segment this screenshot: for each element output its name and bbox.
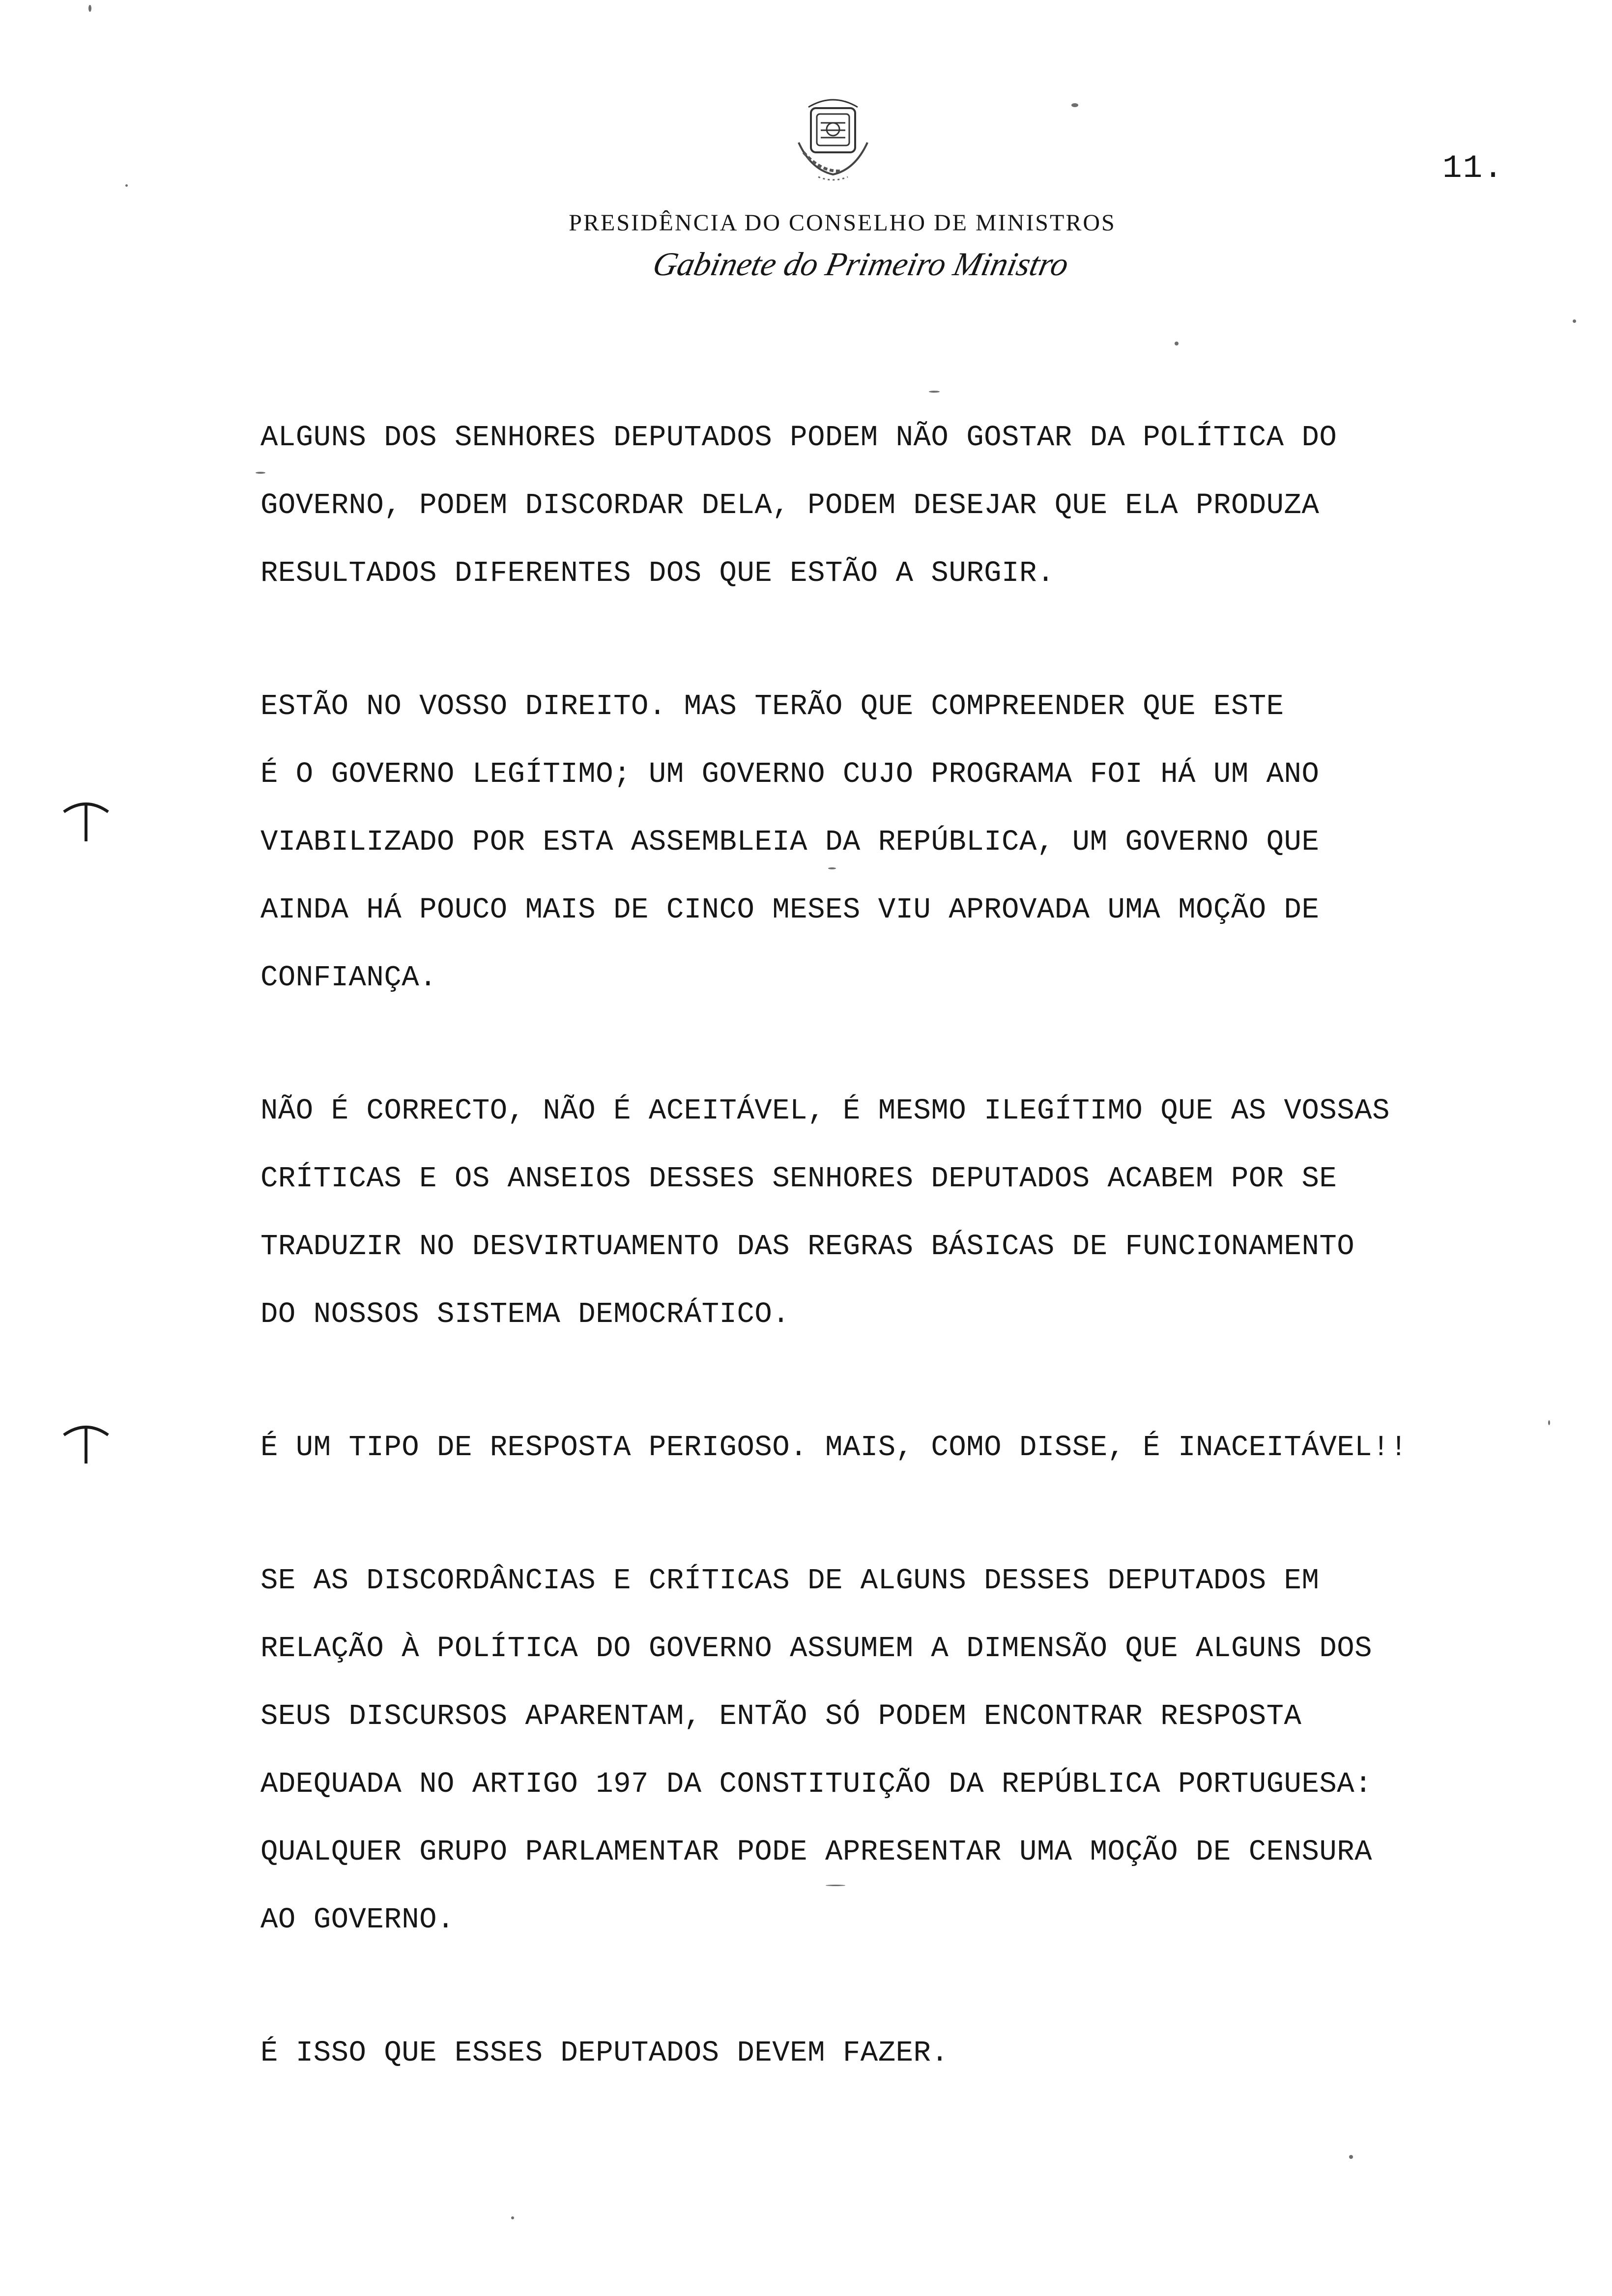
text-line: É ISSO QUE ESSES DEPUTADOS DEVEM FAZER. xyxy=(260,2037,949,2069)
scan-speck xyxy=(1071,103,1078,107)
scan-speck xyxy=(929,391,940,393)
margin-mark-icon xyxy=(59,792,113,846)
paragraph-4 xyxy=(260,1414,1563,1482)
scan-speck xyxy=(1548,1420,1550,1425)
text-line: SEUS DISCURSOS APARENTAM, ENTÃO SÓ PODEM ENCONTRAR RESPOSTA xyxy=(260,1700,1302,1733)
text-line: CONFIANÇA. xyxy=(260,961,437,994)
paragraph-3 xyxy=(260,1077,1563,1349)
scan-speck xyxy=(828,867,836,869)
paragraph-2 xyxy=(260,673,1563,1012)
text-line: DO NOSSOS SISTEMA DEMOCRÁTICO. xyxy=(260,1298,790,1331)
letterhead-title: PRESIDÊNCIA DO CONSELHO DE MINISTROS xyxy=(569,210,1116,236)
page-number: 11. xyxy=(1442,150,1504,187)
text-line: É UM TIPO DE RESPOSTA PERIGOSO. MAIS, COMO DISSE, É INACEITÁVEL!! xyxy=(260,1431,1408,1464)
scan-speck xyxy=(826,1885,845,1886)
text-line: CRÍTICAS E OS ANSEIOS DESSES SENHORES DEPUTADOS ACABEM POR SE xyxy=(260,1162,1337,1195)
text-line: ESTÃO NO VOSSO DIREITO. MAS TERÃO QUE COMPREENDER QUE ESTE xyxy=(260,690,1284,723)
text-line: AINDA HÁ POUCO MAIS DE CINCO MESES VIU APROVADA UMA MOÇÃO DE xyxy=(260,893,1320,926)
text-line: QUALQUER GRUPO PARLAMENTAR PODE APRESENTAR UMA MOÇÃO DE CENSURA xyxy=(260,1836,1373,1868)
scan-speck xyxy=(1175,342,1179,345)
body-text xyxy=(260,404,1563,2152)
text-line: É O GOVERNO LEGÍTIMO; UM GOVERNO CUJO PROGRAMA FOI HÁ UM ANO xyxy=(260,758,1320,791)
scan-speck xyxy=(256,472,265,474)
text-line: SE AS DISCORDÂNCIAS E CRÍTICAS DE ALGUNS DESSES DEPUTADOS EM xyxy=(260,1564,1320,1597)
text-line: VIABILIZADO POR ESTA ASSEMBLEIA DA REPÚBLICA, UM GOVERNO QUE xyxy=(260,826,1320,859)
text-line: NÃO É CORRECTO, NÃO É ACEITÁVEL, É MESMO ILEGÍTIMO QUE AS VOSSAS xyxy=(260,1094,1390,1127)
letterhead-subtitle: Gabinete do Primeiro Ministro xyxy=(650,245,1072,283)
scan-speck xyxy=(1573,319,1576,323)
paragraph-1 xyxy=(260,404,1563,607)
scan-speck xyxy=(511,2216,514,2219)
coat-of-arms-seal xyxy=(781,79,885,192)
text-line: TRADUZIR NO DESVIRTUAMENTO DAS REGRAS BÁSICAS DE FUNCIONAMENTO xyxy=(260,1230,1355,1263)
text-line: RESULTADOS DIFERENTES DOS QUE ESTÃO A SURGIR. xyxy=(260,557,1055,590)
paragraph-6 xyxy=(260,2019,1563,2087)
text-line: ALGUNS DOS SENHORES DEPUTADOS PODEM NÃO GOSTAR DA POLÍTICA DO xyxy=(260,421,1337,454)
scan-speck xyxy=(88,5,91,12)
scan-speck xyxy=(125,184,128,187)
text-line: GOVERNO, PODEM DISCORDAR DELA, PODEM DESEJAR QUE ELA PRODUZA xyxy=(260,489,1320,522)
margin-mark-icon xyxy=(59,1414,113,1468)
text-line: AO GOVERNO. xyxy=(260,1903,455,1936)
text-line: ADEQUADA NO ARTIGO 197 DA CONSTITUIÇÃO DA REPÚBLICA PORTUGUESA: xyxy=(260,1768,1373,1801)
text-line: RELAÇÃO À POLÍTICA DO GOVERNO ASSUMEM A DIMENSÃO QUE ALGUNS DOS xyxy=(260,1632,1373,1665)
paragraph-5 xyxy=(260,1547,1563,1954)
scan-speck xyxy=(1349,2155,1353,2159)
